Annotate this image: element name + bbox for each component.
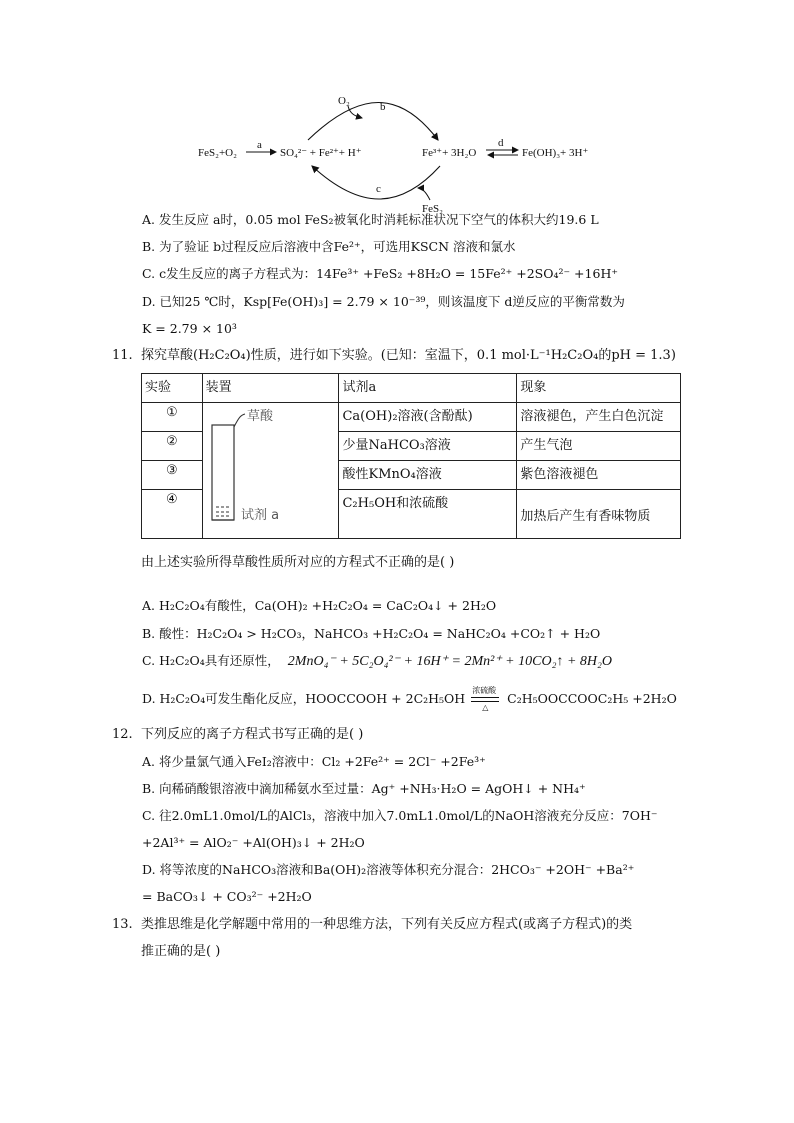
q11-stem: 探究草酸(H₂C₂O₄)性质，进行如下实验。(已知：室温下，0.1 mol·L⁻¹H₂C₂O₄的pH = 1.3) [141, 348, 676, 363]
q13-stem: 类推思维是化学解题中常用的一种思维方法，下列有关反应方程式(或离子方程式)的类 [141, 917, 633, 932]
q11-number: 11. [112, 348, 133, 363]
diagram-fe3: Fe³⁺+ 3H₂O [422, 147, 477, 159]
q12-option-a: A. 将少量氯气通入FeI₂溶液中：Cl₂ +2Fe²⁺ = 2Cl⁻ +2Fe³⁺ [142, 754, 486, 769]
q10-option-b: B. 为了验证 b过程反应后溶液中含Fe²⁺，可选用KSCN 溶液和氯水 [142, 239, 516, 254]
condition-bottom: △ [482, 702, 489, 712]
table-row [142, 403, 681, 432]
reagent-cell: 少量NaHCO₃溶液 [339, 432, 517, 461]
reagent-cell: Ca(OH)₂溶液(含酚酞) [339, 403, 517, 432]
phenomenon-cell: 溶液褪色，产生白色沉淀 [517, 403, 681, 432]
q11-option-c-equation: 2MnO₄⁻ + 5C₂O₄²⁻ + 16H⁺ = 2Mn²⁺ + 10CO₂↑ + 8H₂O [287, 654, 612, 669]
q13-stem-cont: 推正确的是( ) [141, 944, 221, 959]
fes2-arrow [418, 188, 430, 200]
arrow-b-label: b [380, 101, 386, 113]
q10-option-d: D. 已知25 ℃时，Ksp[Fe(OH)₃] = 2.79 × 10⁻³⁹，则该温度下 d逆反应的平衡常数为 [142, 294, 625, 309]
row-number: ④ [142, 490, 203, 539]
q12-option-d-cont: = BaCO₃↓ + CO₃²⁻ +2H₂O [142, 889, 312, 904]
reaction-condition-arrow [471, 685, 501, 712]
arrow-c-label: c [376, 183, 381, 195]
reagent-cell: 酸性KMnO₄溶液 [339, 461, 517, 490]
q11-option-c-prefix: C. H₂C₂O₄具有还原性， [142, 653, 280, 668]
q13-number: 13. [112, 917, 133, 932]
phenomenon-cell: 产生气泡 [517, 432, 681, 461]
q11-option-d-prefix: D. H₂C₂O₄可发生酯化反应，HOOCCOOH + 2C₂H₅OH [142, 691, 466, 706]
apparatus-label-bottom: 试剂 a [240, 508, 279, 523]
reaction-cycle-diagram [190, 88, 610, 218]
condition-top: 浓硫酸 [472, 685, 497, 695]
q12-option-d: D. 将等浓度的NaHCO₃溶液和Ba(OH)₂溶液等体积充分混合：2HCO₃⁻ +2OH⁻ +Ba²⁺ [142, 862, 635, 877]
phenomenon-cell: 紫色溶液褪色 [517, 461, 681, 490]
header-apparatus: 装置 [202, 374, 339, 403]
q12-option-c-cont: +2Al³⁺ = AlO₂⁻ +Al(OH)₃↓ + 2H₂O [142, 835, 365, 850]
diagram-product: Fe(OH)₃+ 3H⁺ [522, 147, 589, 159]
row-number: ③ [142, 461, 203, 490]
phenomenon-cell: 加热后产生有香味物质 [517, 490, 681, 539]
q11-option-c [142, 653, 612, 670]
row-number: ② [142, 432, 203, 461]
q11-option-d [142, 685, 677, 712]
experiment-table [141, 373, 681, 539]
condition-arrow-line [471, 697, 499, 698]
row-number: ① [142, 403, 203, 432]
arrow-a-label: a [257, 139, 262, 151]
fes2-label: FeS₂ [422, 203, 443, 215]
arrow-b [308, 103, 438, 141]
diagram-intermediate: SO₄²⁻ + Fe²⁺+ H⁺ [280, 147, 362, 159]
table-header-row [142, 374, 681, 403]
q11-option-d-suffix: C₂H₅OOCCOOC₂H₅ +2H₂O [507, 691, 677, 706]
q11-question: 由上述实验所得草酸性质所对应的方程式不正确的是( ) [141, 555, 455, 570]
header-reagent: 试剂a [339, 374, 517, 403]
q10-option-d-cont: K = 2.79 × 10³ [142, 321, 237, 336]
arrow-d-label: d [498, 137, 504, 149]
test-tube-illustration [203, 403, 331, 531]
q11-option-a: A. H₂C₂O₄有酸性，Ca(OH)₂ +H₂C₂O₄ = CaC₂O₄↓ + 2H₂O [142, 598, 497, 613]
q10-option-a: A. 发生反应 a时，0.05 mol FeS₂被氧化时消耗标准状况下空气的体积大约19.6 L [142, 212, 599, 227]
header-experiment: 实验 [142, 374, 203, 403]
q12-stem: 下列反应的离子方程式书写正确的是( ) [141, 727, 364, 742]
q12-option-c: C. 往2.0mL1.0mol/L的AlCl₃，溶液中加入7.0mL1.0mol/L的NaOH溶液充分反应：7OH⁻ [142, 808, 658, 823]
apparatus-label-top: 草酸 [246, 409, 273, 424]
q12-option-b: B. 向稀硝酸银溶液中滴加稀氨水至过量：Ag⁺ +NH₃·H₂O = AgOH↓ + NH₄⁺ [142, 781, 586, 796]
reagent-cell: C₂H₅OH和浓硫酸 [339, 490, 517, 539]
q12-number: 12. [112, 727, 133, 742]
header-phenomenon: 现象 [517, 374, 681, 403]
apparatus-cell [202, 403, 339, 539]
q11-option-b: B. 酸性：H₂C₂O₄ > H₂CO₃，NaHCO₃ +H₂C₂O₄ = NaHC₂O₄ +CO₂↑ + H₂O [142, 626, 601, 641]
q10-option-c: C. c发生反应的离子方程式为：14Fe³⁺ +FeS₂ +8H₂O = 15Fe²⁺ +2SO₄²⁻ +16H⁺ [142, 266, 618, 281]
o2-label: O₂ [338, 95, 350, 107]
diagram-reactant: FeS₂+O₂ [198, 147, 237, 159]
